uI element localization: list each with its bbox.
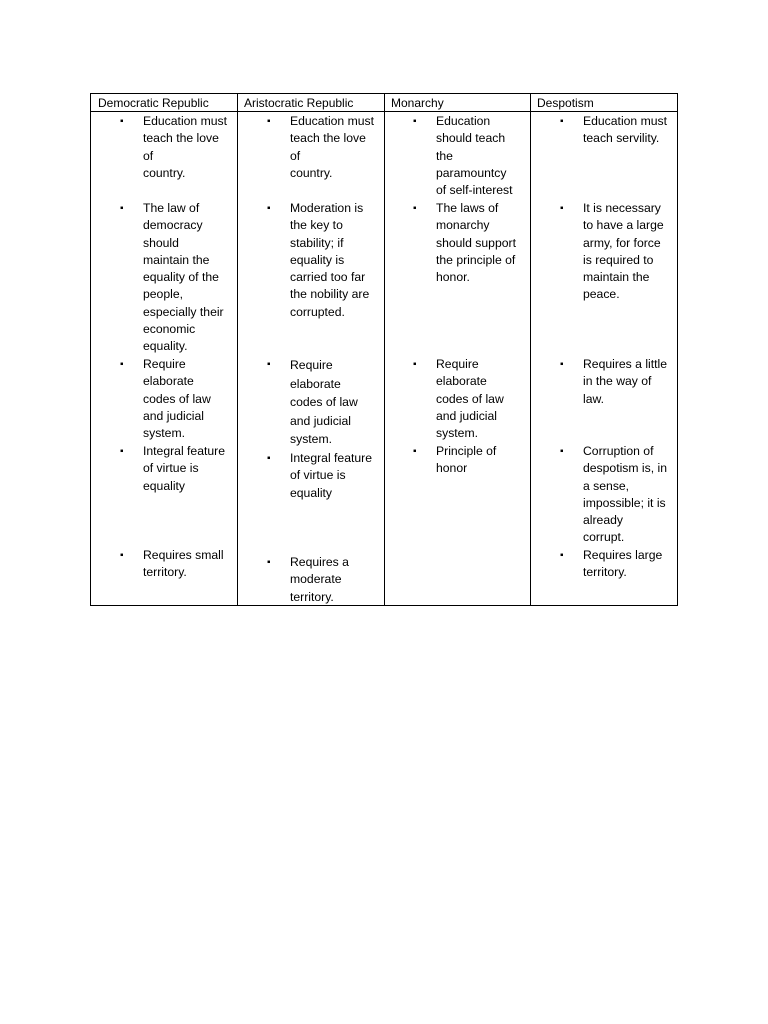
comparison-table	[90, 93, 678, 606]
cell-aristocratic-territory: Requires a moderate territory.	[290, 555, 349, 604]
bullet-icon: ▪	[120, 550, 124, 561]
bullet-icon: ▪	[267, 116, 271, 127]
bullet-icon: ▪	[560, 203, 564, 214]
cell-democratic-education: Education must teach the love of country.	[143, 114, 228, 180]
bullet-icon: ▪	[267, 453, 271, 464]
cell-despotism-corruption: Corruption of despotism is, in a sense, impossible; it is already corrupt.	[583, 444, 667, 545]
header-divider	[91, 111, 677, 112]
column-divider	[384, 94, 385, 605]
bullet-icon: ▪	[120, 446, 124, 457]
bullet-icon: ▪	[267, 203, 271, 214]
cell-democratic-virtue: Integral feature of virtue is equality	[143, 444, 225, 493]
cell-democratic-codes: Require elaborate codes of law and judicial system.	[143, 357, 211, 441]
cell-monarchy-laws: The laws of monarchy should support the principle of honor.	[436, 201, 516, 285]
header-democratic-republic: Democratic Republic	[98, 96, 209, 110]
bullet-icon: ▪	[560, 359, 564, 370]
cell-democratic-territory: Requires small territory.	[143, 548, 224, 580]
bullet-icon: ▪	[413, 116, 417, 127]
cell-despotism-education: Education must teach servility.	[583, 114, 668, 146]
cell-monarchy-codes: Require elaborate codes of law and judicial system.	[436, 357, 504, 441]
cell-aristocratic-moderation: Moderation is the key to stability; if equality is carried too far the nobility are corrupted.	[290, 201, 370, 319]
cell-aristocratic-education: Education must teach the love of country.	[290, 114, 375, 180]
bullet-icon: ▪	[120, 359, 124, 370]
column-divider	[530, 94, 531, 605]
cell-monarchy-honor: Principle of honor	[436, 444, 497, 476]
bullet-icon: ▪	[413, 446, 417, 457]
bullet-icon: ▪	[560, 446, 564, 457]
cell-aristocratic-virtue: Integral feature of virtue is equality	[290, 451, 372, 500]
bullet-icon: ▪	[120, 116, 124, 127]
bullet-icon: ▪	[560, 116, 564, 127]
header-despotism: Despotism	[537, 96, 594, 110]
bullet-icon: ▪	[120, 203, 124, 214]
header-monarchy: Monarchy	[391, 96, 444, 110]
cell-monarchy-education: Education should teach the paramountcy of self-interest	[436, 114, 513, 198]
bullet-icon: ▪	[267, 359, 271, 370]
bullet-icon: ▪	[560, 550, 564, 561]
cell-aristocratic-codes: Require elaborate codes of law and judicial system.	[290, 358, 358, 447]
cell-despotism-army: It is necessary to have a large army, for force is required to maintain the peace.	[583, 201, 664, 302]
header-aristocratic-republic: Aristocratic Republic	[244, 96, 354, 110]
bullet-icon: ▪	[413, 203, 417, 214]
bullet-icon: ▪	[413, 359, 417, 370]
bullet-icon: ▪	[267, 557, 271, 568]
cell-despotism-territory: Requires large territory.	[583, 548, 663, 580]
column-divider	[237, 94, 238, 605]
cell-despotism-law: Requires a little in the way of law.	[583, 357, 667, 406]
cell-democratic-law: The law of democracy should maintain the equality of the people, especially their economic equality.	[143, 201, 224, 354]
